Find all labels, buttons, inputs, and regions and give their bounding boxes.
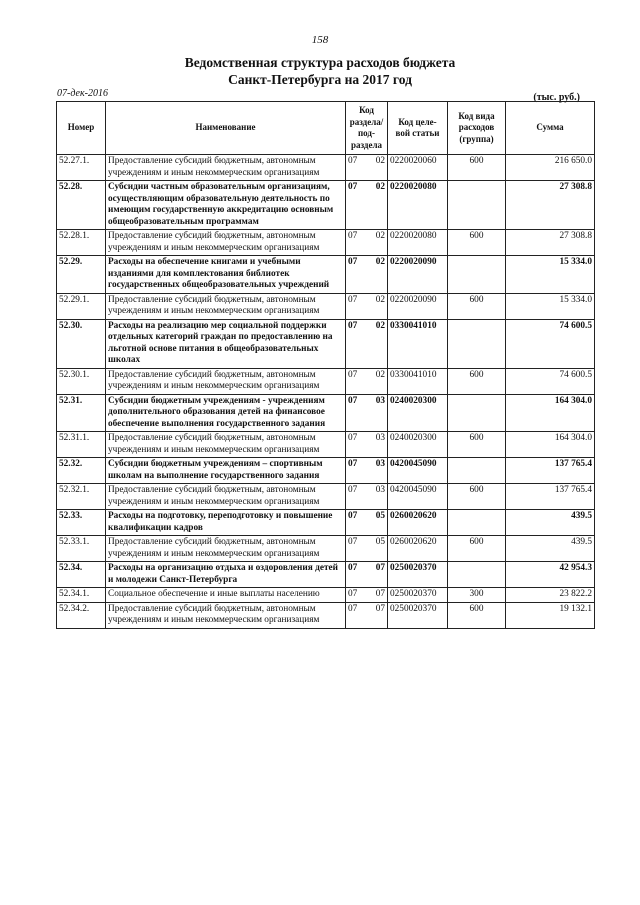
row-subsection-code: 03 [375,395,385,406]
header-type: Код вида расходов (группа) [448,102,506,155]
header-sum: Сумма [506,102,595,155]
row-section [346,293,388,319]
row-section-code: 07 [348,231,358,241]
row-article-code: 0250020370 [388,602,448,628]
row-sum: 216 650.0 [506,155,595,181]
row-name: Расходы на подготовку, переподготовку и повышение квалификации кадров [106,510,346,536]
row-sum: 23 822.2 [506,588,595,603]
row-sum: 19 132.1 [506,602,595,628]
row-section [346,458,388,484]
table-row [57,256,595,294]
row-number: 52.31.1. [57,432,106,458]
row-number: 52.29. [57,256,106,294]
row-number: 52.34.1. [57,588,106,603]
row-section [346,536,388,562]
table-row [57,181,595,230]
row-article-code: 0220020090 [388,293,448,319]
row-section [346,602,388,628]
row-sum: 15 334.0 [506,293,595,319]
row-section-code: 07 [348,320,358,331]
row-section-code: 07 [348,433,358,443]
row-article-code: 0260020620 [388,536,448,562]
row-subsection-code: 07 [375,603,385,614]
row-section [346,155,388,181]
row-section [346,368,388,394]
row-number: 52.34.2. [57,602,106,628]
row-subsection-code: 07 [375,563,385,573]
page-number: 158 [311,34,329,46]
row-name: Предоставление субсидий бюджетным, автономным учреждениям и иным некоммерческим организациям [106,536,346,562]
row-article-code: 0220020080 [388,230,448,256]
row-sum: 164 304.0 [506,394,595,432]
row-number: 52.34. [57,562,106,588]
row-subsection-code: 02 [375,294,385,305]
row-subsection-code: 03 [375,485,385,495]
row-section-code: 07 [348,395,358,406]
row-number: 52.30. [57,319,106,368]
table-row [57,155,595,181]
title-line-2: Санкт-Петербурга на 2017 год [228,72,412,87]
row-name: Субсидии бюджетным учреждениям – спортивным школам на выполнение государственного задания [106,458,346,484]
row-expense-type: 300 [448,588,506,603]
row-section-code: 07 [348,589,358,599]
row-section-code: 07 [348,537,358,547]
row-section-code: 07 [348,485,358,495]
table-row [57,319,595,368]
row-expense-type: 600 [448,155,506,181]
document-date: 07-дек-2016 [57,88,108,99]
row-article-code: 0260020620 [388,510,448,536]
row-expense-type [448,181,506,230]
row-name: Предоставление субсидий бюджетным, автономным учреждениям и иным некоммерческим организациям [106,602,346,628]
row-sum: 137 765.4 [506,484,595,510]
row-sum: 74 600.5 [506,368,595,394]
row-number: 52.30.1. [57,368,106,394]
row-number: 52.31. [57,394,106,432]
row-section-code: 07 [348,257,358,267]
row-subsection-code: 02 [375,182,385,192]
row-expense-type: 600 [448,230,506,256]
header-number: Номер [57,102,106,155]
row-name: Предоставление субсидий бюджетным, автономным учреждениям и иным некоммерческим организациям [106,368,346,394]
title-line-1: Ведомственная структура расходов бюджета [184,55,456,70]
row-section [346,588,388,603]
row-number: 52.27.1. [57,155,106,181]
table-row [57,368,595,394]
row-name: Социальное обеспечение и иные выплаты населению [106,588,346,603]
row-number: 52.33. [57,510,106,536]
row-section-code: 07 [348,182,358,192]
row-section [346,562,388,588]
row-expense-type: 600 [448,602,506,628]
row-number: 52.33.1. [57,536,106,562]
row-subsection-code: 02 [375,320,385,331]
row-sum: 439.5 [506,536,595,562]
row-expense-type [448,458,506,484]
row-article-code: 0240020300 [388,432,448,458]
row-subsection-code: 02 [375,369,385,380]
page-title [0,54,640,88]
row-section [346,484,388,510]
table-row [57,230,595,256]
row-expense-type [448,319,506,368]
row-name: Субсидии частным образовательным организациям, осуществляющим образовательную деятельность по имеющим государственную аккредитацию основным общеобразовательным программам [106,181,346,230]
row-subsection-code: 03 [375,433,385,443]
row-article-code: 0220020090 [388,256,448,294]
row-section [346,230,388,256]
row-subsection-code: 02 [375,231,385,241]
table-row [57,588,595,603]
row-expense-type [448,394,506,432]
table-row [57,510,595,536]
table-row [57,602,595,628]
row-section-code: 07 [348,459,358,469]
row-number: 52.32.1. [57,484,106,510]
row-expense-type [448,562,506,588]
row-subsection-code: 05 [375,537,385,547]
row-section [346,319,388,368]
row-expense-type: 600 [448,536,506,562]
row-section-code: 07 [348,294,358,305]
budget-table [56,101,595,629]
table-row [57,293,595,319]
row-sum: 15 334.0 [506,256,595,294]
row-expense-type: 600 [448,484,506,510]
table-header-row [57,102,595,155]
row-section-code: 07 [348,603,358,614]
row-section [346,510,388,536]
row-number: 52.29.1. [57,293,106,319]
row-sum: 27 308.8 [506,181,595,230]
row-article-code: 0420045090 [388,484,448,510]
row-section [346,256,388,294]
row-subsection-code: 05 [375,511,385,521]
header-article: Код целе- вой статьи [388,102,448,155]
row-subsection-code: 03 [375,459,385,469]
row-article-code: 0250020370 [388,588,448,603]
row-name: Предоставление субсидий бюджетным, автономным учреждениям и иным некоммерческим организациям [106,155,346,181]
row-section [346,181,388,230]
row-sum: 137 765.4 [506,458,595,484]
row-name: Расходы на организацию отдыха и оздоровления детей и молодежи Санкт-Петербурга [106,562,346,588]
row-article-code: 0420045090 [388,458,448,484]
table-row [57,562,595,588]
row-article-code: 0240020300 [388,394,448,432]
row-subsection-code: 07 [375,589,385,599]
row-number: 52.28. [57,181,106,230]
row-expense-type: 600 [448,432,506,458]
row-section-code: 07 [348,563,358,573]
row-article-code: 0330041010 [388,368,448,394]
row-expense-type: 600 [448,368,506,394]
row-section-code: 07 [348,156,358,166]
row-article-code: 0330041010 [388,319,448,368]
header-section: Код раздела/ под- раздела [346,102,388,155]
row-expense-type: 600 [448,293,506,319]
row-name: Субсидии бюджетным учреждениям - учреждениям дополнительного образования детей на финансовое обеспечение выполнения государственного задания [106,394,346,432]
row-sum: 439.5 [506,510,595,536]
row-section [346,394,388,432]
row-section-code: 07 [348,369,358,380]
row-sum: 27 308.8 [506,230,595,256]
row-sum: 74 600.5 [506,319,595,368]
table-row [57,536,595,562]
row-article-code: 0250020370 [388,562,448,588]
row-name: Расходы на обеспечение книгами и учебными изданиями для комплектования библиотек государственных общеобразовательных учреждений [106,256,346,294]
row-number: 52.28.1. [57,230,106,256]
row-sum: 42 954.3 [506,562,595,588]
row-subsection-code: 02 [375,257,385,267]
table-row [57,432,595,458]
row-name: Предоставление субсидий бюджетным, автономным учреждениям и иным некоммерческим организациям [106,432,346,458]
table-row [57,484,595,510]
row-subsection-code: 02 [375,156,385,166]
row-article-code: 0220020060 [388,155,448,181]
row-article-code: 0220020080 [388,181,448,230]
row-expense-type [448,510,506,536]
row-section [346,432,388,458]
row-number: 52.32. [57,458,106,484]
table-row [57,458,595,484]
row-name: Расходы на реализацию мер социальной поддержки отдельных категорий граждан по предоставлению на льготной основе питания в общеобразовательных школах [106,319,346,368]
row-expense-type [448,256,506,294]
header-name: Наименование [106,102,346,155]
row-name: Предоставление субсидий бюджетным, автономным учреждениям и иным некоммерческим организациям [106,484,346,510]
row-sum: 164 304.0 [506,432,595,458]
units-label: (тыс. руб.) [533,92,580,103]
row-section-code: 07 [348,511,358,521]
table-row [57,394,595,432]
table-body [57,155,595,629]
row-name: Предоставление субсидий бюджетным, автономным учреждениям и иным некоммерческим организациям [106,293,346,319]
row-name: Предоставление субсидий бюджетным, автономным учреждениям и иным некоммерческим организациям [106,230,346,256]
